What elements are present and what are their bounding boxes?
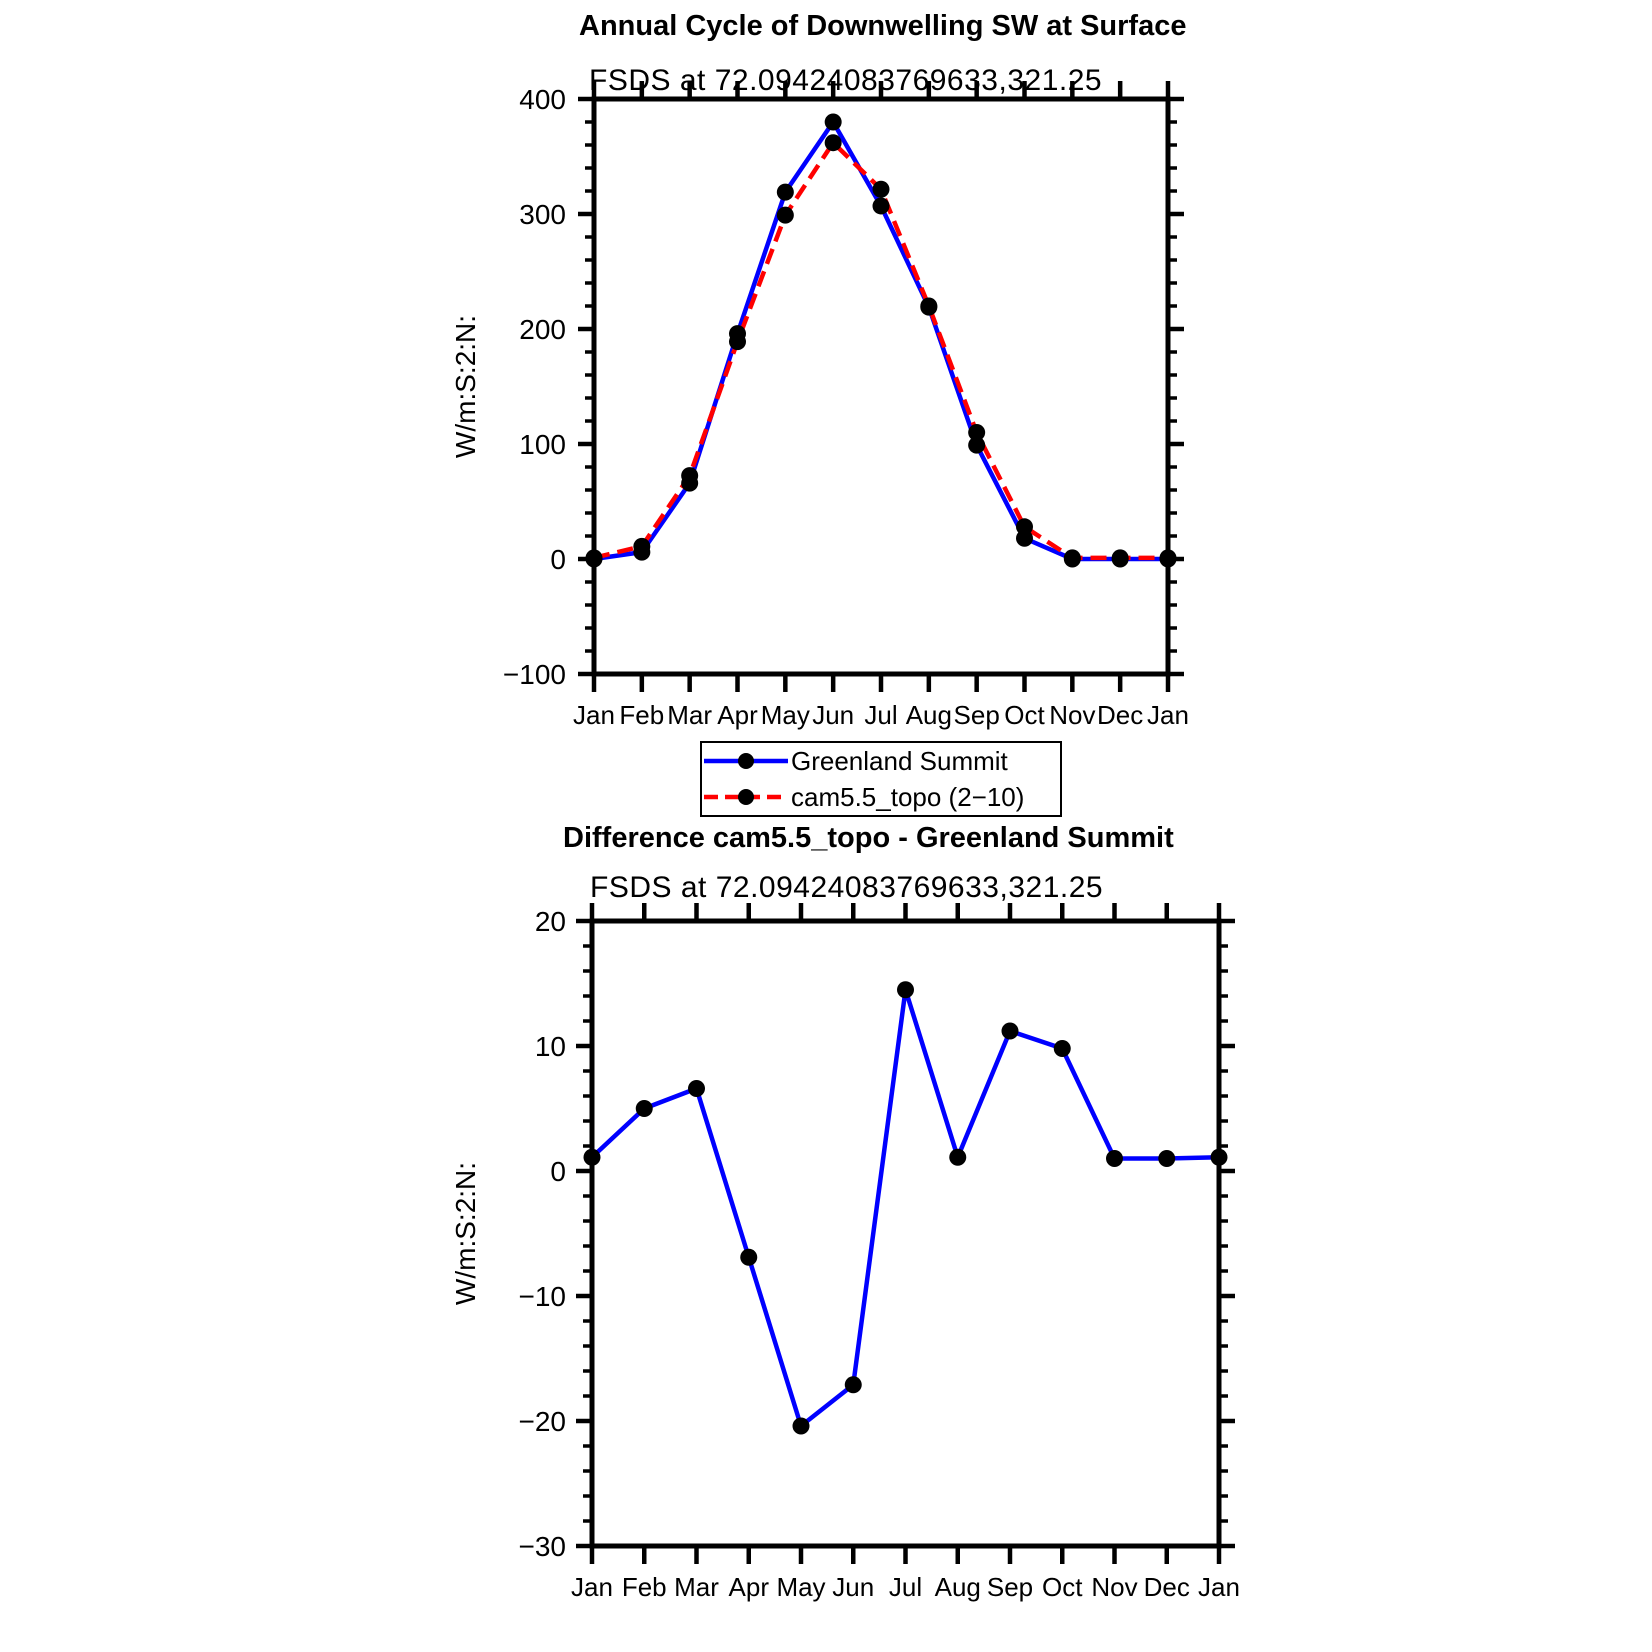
x-tick-label: Dec	[1097, 700, 1144, 730]
data-point	[1064, 549, 1081, 566]
data-point	[920, 298, 937, 315]
y-tick-label: 400	[519, 84, 566, 115]
legend-sample-solid-line	[702, 750, 790, 772]
y-axis-title: W/m:S:2:N:	[450, 1161, 481, 1306]
data-point	[1016, 518, 1033, 535]
x-tick-label: Apr	[717, 700, 758, 730]
y-tick-label: 20	[534, 906, 566, 937]
data-point	[897, 981, 914, 998]
x-tick-labels	[573, 700, 1189, 730]
y-tick-label: 0	[550, 1156, 566, 1187]
y-tick-label: −10	[518, 1281, 566, 1312]
x-tick-label: Oct	[1042, 1572, 1083, 1602]
x-tick-label: Jan	[571, 1572, 613, 1602]
top-chart-subtitle: FSDS at 72.09424083769633,321.25	[589, 64, 1103, 97]
y-tick-label: −20	[518, 1406, 566, 1437]
x-tick-label: Feb	[619, 700, 665, 730]
data-point	[873, 181, 890, 198]
data-point	[633, 538, 650, 555]
series-line-0	[592, 990, 1219, 1426]
data-point	[1002, 1023, 1019, 1040]
x-tick-label: May	[776, 1572, 826, 1602]
data-point	[584, 1149, 601, 1166]
x-tick-label: Apr	[728, 1572, 769, 1602]
data-point	[1106, 1150, 1123, 1167]
data-point	[586, 549, 603, 566]
data-point	[1112, 549, 1129, 566]
data-point	[1158, 1150, 1175, 1167]
x-tick-label: Mar	[667, 700, 713, 730]
y-tick-label: −30	[518, 1531, 566, 1562]
x-tick-labels	[571, 1572, 1240, 1602]
legend-marker-dot	[738, 789, 754, 805]
data-point	[793, 1418, 810, 1435]
series-markers-0	[584, 981, 1228, 1434]
bottom-chart-title: Difference cam5.5_topo - Greenland Summit	[563, 822, 1174, 854]
top-chart-title: Annual Cycle of Downwelling SW at Surface	[579, 10, 1187, 42]
chart-1	[450, 903, 1240, 1602]
y-major-ticks	[576, 921, 1235, 1546]
y-tick-labels	[519, 906, 567, 1562]
legend-row-greenland-summit	[702, 743, 1060, 779]
x-tick-label: Mar	[674, 1572, 719, 1602]
x-ticks	[594, 81, 1168, 692]
legend-marker-dot	[738, 753, 754, 769]
data-point	[1160, 549, 1177, 566]
x-tick-label: Jun	[832, 1572, 875, 1602]
data-point	[777, 184, 794, 201]
data-point	[968, 424, 985, 441]
y-axis-title: W/m:S:2:N:	[450, 314, 481, 459]
data-point	[873, 197, 890, 214]
data-point	[825, 134, 842, 151]
y-tick-label: 200	[519, 314, 566, 345]
data-point	[1054, 1040, 1071, 1057]
y-tick-label: 0	[550, 544, 566, 575]
y-tick-label: 10	[534, 1031, 566, 1062]
data-point	[636, 1100, 653, 1117]
data-point	[777, 207, 794, 224]
x-tick-label: Sep	[986, 1572, 1034, 1602]
data-point	[681, 467, 698, 484]
x-tick-label: Dec	[1143, 1572, 1190, 1602]
plot-frame	[592, 921, 1219, 1546]
x-tick-label: Jul	[864, 700, 898, 730]
legend-row-cam55-topo	[702, 779, 1060, 815]
x-tick-label: Aug	[905, 700, 952, 730]
y-tick-label: −100	[502, 659, 566, 690]
y-tick-label: 300	[519, 199, 566, 230]
y-minor-ticks	[583, 946, 1228, 1521]
x-tick-label: Aug	[934, 1572, 981, 1602]
x-tick-label: Sep	[953, 700, 1000, 730]
y-tick-labels	[503, 84, 566, 690]
x-tick-label: Feb	[621, 1572, 667, 1602]
data-point	[845, 1376, 862, 1393]
data-point	[740, 1249, 757, 1266]
x-tick-label: Jan	[1198, 1572, 1240, 1602]
legend-label-greenland-summit: Greenland Summit	[791, 745, 1008, 776]
x-tick-label: Jan	[573, 700, 615, 730]
x-tick-label: Oct	[1004, 700, 1045, 730]
y-tick-label: 100	[519, 429, 566, 460]
data-point	[825, 114, 842, 131]
data-point	[688, 1080, 705, 1097]
x-tick-label: May	[760, 700, 810, 730]
data-point	[949, 1149, 966, 1166]
data-point	[1211, 1149, 1228, 1166]
legend-sample-dashed-line	[702, 786, 790, 808]
x-tick-label: Jun	[812, 700, 855, 730]
chart-0	[450, 81, 1189, 730]
x-tick-label: Jul	[888, 1572, 923, 1602]
x-tick-label: Jan	[1147, 700, 1189, 730]
bottom-chart-subtitle: FSDS at 72.09424083769633,321.25	[590, 871, 1104, 904]
legend-label-cam55-topo: cam5.5_topo (2−10)	[791, 781, 1025, 812]
legend-box	[700, 741, 1062, 817]
x-tick-label: Nov	[1049, 700, 1096, 730]
x-tick-label: Nov	[1091, 1572, 1138, 1602]
data-point	[729, 333, 746, 350]
